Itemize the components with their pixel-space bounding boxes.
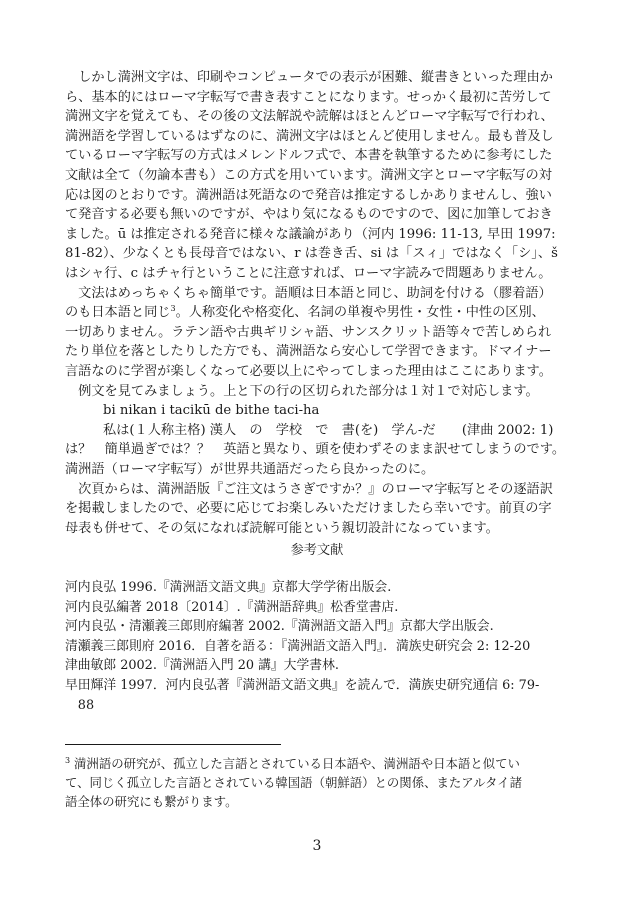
page-number: 3 (312, 838, 322, 854)
footnote-line (65, 755, 570, 774)
footnote-line: 語全体の研究にも繋がります。 (65, 793, 238, 809)
text-line: たり単位を落としたりした方でも、満洲語なら安心して学習できます。ドマイナー (65, 344, 552, 360)
text-segment: 満洲語の研究が、孤立した言語とされている日本語や、満洲語や日本語と似てい (70, 756, 520, 771)
footnote-line: て、同じく孤立した言語とされている韓国語（朝鮮語）との関係、またアルタイ諸 (65, 774, 522, 790)
footnote (65, 755, 570, 811)
footnote-mark: 3 (65, 756, 71, 765)
text-line: 一切ありません。ラテン語や古典ギリシャ語、サンスクリット語等々で苦しめられ (65, 324, 552, 340)
reference-item (65, 637, 570, 657)
footnote-divider (65, 744, 281, 745)
text-line: を掲載しましたので、必要に応じてお楽しみいただけましたら幸いです。前頁の字 (65, 501, 552, 517)
reference-line: 88 (65, 697, 95, 713)
text-line: ら、基本的にはローマ字転写で書き表すことになります。せっかく最初に苦労して (65, 89, 552, 105)
text-line: 文法はめっちゃくちゃ簡単です。語順は日本語と同じ、助詞を付ける（膠着語） (65, 285, 552, 301)
text-line: は？ 簡単過ぎでは？？ 英語と異なり、頭を使わずそのまま訳せてしまうのです。 (65, 442, 566, 458)
example-romanized: bi nikan i tacikū de bithe taci-ha (103, 403, 320, 419)
reference-line: 河内良弘編著 2018〔2014〕.『満洲語辞典』松香堂書店. (65, 599, 399, 615)
references-list (65, 578, 570, 715)
paragraph-script-transcription (65, 68, 570, 284)
text-line (65, 303, 570, 323)
text-segment: のも日本語と同じ (65, 305, 171, 321)
text-line: しかし満洲文字は、印刷やコンピュータでの表示が困難、縦書きといった理由か (65, 70, 553, 85)
paragraph-grammar (65, 284, 570, 402)
reference-item (65, 578, 570, 598)
reference-line: 河内良弘 1996.『満洲語文語文典』京都大学学術出版会. (65, 580, 392, 595)
reference-item (65, 656, 570, 676)
reference-line: 河内良弘・清瀬義三郎則府編著 2002.『満洲語文語入門』京都大学出版会. (65, 619, 494, 635)
text-line: 満洲語（ローマ字転写）が世界共通語だったら良かったのに。 (65, 461, 435, 477)
text-line: 81-82）、少なくとも長母音ではない、r は巻き舌、si は「スィ」ではなく「シ」、š (65, 246, 558, 262)
text-line: 文献は全て（勿論本書も）この方式を用いています。満洲文字とローマ字転写の対 (65, 167, 552, 183)
footnote-reference[interactable]: 3 (170, 304, 176, 314)
reference-item (65, 598, 570, 618)
reference-item (65, 676, 570, 715)
reference-line: 清瀬義三郎則府 2016．自著を語る：『満洲語文語入門』．満族史研究会 2: 12-20 (65, 638, 531, 654)
text-line: て発音する必要も無いのですが、やはり気になるものですので、図に加筆しておき (65, 207, 553, 223)
text-line: 例文を見てみましょう。上と下の行の区切られた部分は１対１で対応します。 (65, 383, 539, 399)
text-line: 満洲文字を覚えても、その後の文法解説や読解はほとんどローマ字転写で行われ、 (65, 109, 554, 125)
text-segment: 。人称変化や格変化、名詞の単複や男性・女性・中性の区別、 (175, 305, 545, 321)
text-line: ました。ū は推定される発音に様々な議論があり（河内 1996: 11-13, 早田 1997: (65, 226, 556, 242)
example-sentence (103, 401, 573, 440)
reference-item (65, 617, 570, 637)
text-line: 次頁からは、満洲語版『ご注文はうさぎですか？』のローマ字転写とその逐語訳 (65, 481, 553, 497)
text-line: 母表も併せて、その気になれば読解可能という親切設計になっています。 (65, 520, 499, 536)
text-line: はシャ行、c はチャ行ということに注意すれば、ローマ字読みで問題ありません。 (65, 265, 552, 281)
example-gloss: 私は(１人称主格) 漢人 の 学校 で 書(を) 学ん-だ (津曲 2002: 1) (103, 422, 554, 438)
references-heading: 参考文献 (290, 543, 344, 558)
reference-line: 津曲敏郎 2002.『満洲語入門 20 講』大学書林. (65, 658, 339, 674)
text-line: 満洲語を学習しているはずなのに、満洲文字はほとんど使用しません。最も普及し (65, 128, 554, 144)
paragraph-conclusion (65, 440, 570, 538)
text-line: ているローマ字転写の方式はメレンドルフ式で、本書を執筆するために参考にした (65, 148, 553, 164)
text-line: 応は図のとおりです。満洲語は死語なので発音は推定するしかありませんし、強い (65, 187, 552, 203)
reference-line: 早田輝洋 1997．河内良弘著『満洲語文語文典』を読んで．満族史研究通信 6: 79- (65, 677, 540, 693)
text-line: 言語なのに学習が楽しくなって必要以上にやってしまった理由はここにあります。 (65, 363, 552, 379)
